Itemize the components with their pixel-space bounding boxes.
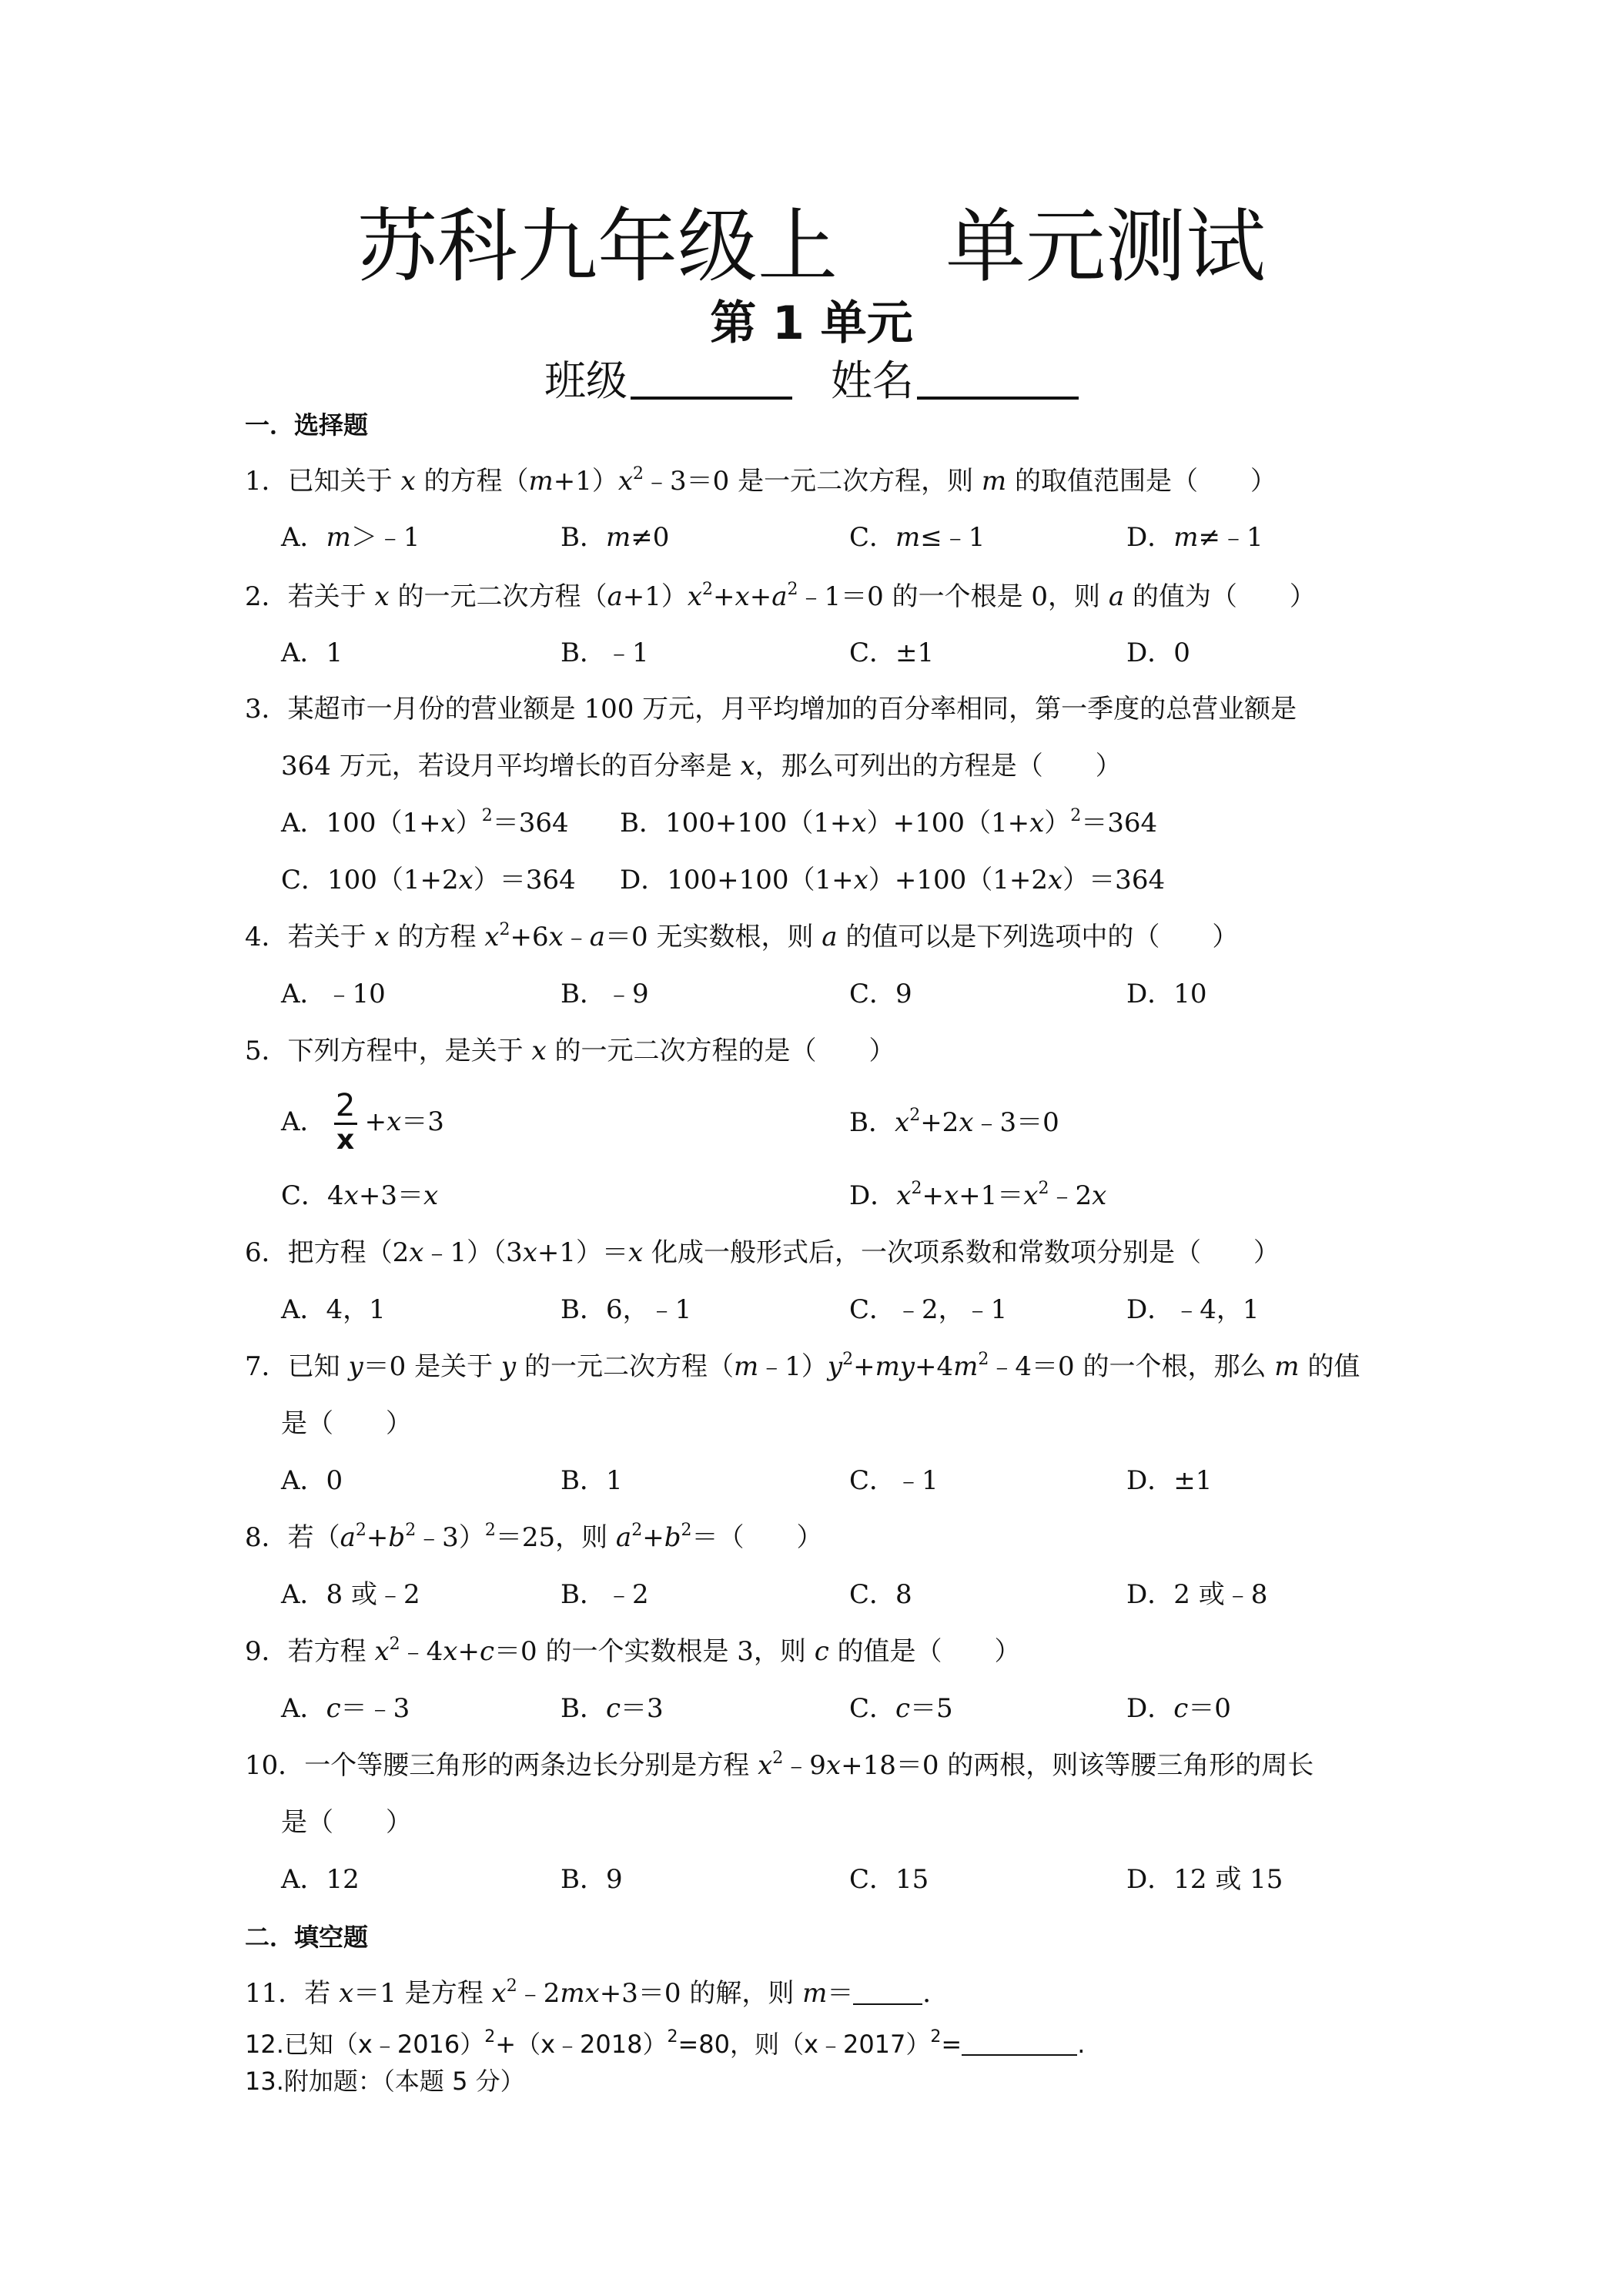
q1-option-b: B．m≠0 — [561, 522, 670, 553]
q10-option-b: B．9 — [561, 1864, 623, 1895]
title-right: 单元测试 — [945, 199, 1267, 293]
question-12: 12.已知（x﹣2016）$^2$+（x﹣2018）$^2$=80，则（x﹣2017）$^2$= . — [245, 2027, 1086, 2059]
q3-option-b: B．$100+100(1+x)+100(1+x)^2=364$ — [620, 806, 1158, 838]
question-2: 2．若关于 x 的一元二次方程$(a+1)x^2+x+a^2﹣1=0$ 的一个根是 0，则 a 的值为（ ） — [245, 580, 1316, 612]
q12-answer-blank[interactable] — [962, 2028, 1077, 2056]
q6-option-b: B．6，﹣1 — [561, 1294, 692, 1325]
unit-subtitle: 第 1 单元 — [710, 296, 913, 350]
q2-option-c: C．±1 — [849, 638, 935, 668]
question-10-line-2: 是（ ） — [281, 1807, 412, 1838]
q6-option-d: D．﹣4，1 — [1126, 1294, 1260, 1325]
question-5: 5．下列方程中，是关于 x 的一元二次方程的是（ ） — [245, 1036, 895, 1066]
q2-option-b: B．﹣1 — [561, 638, 649, 668]
q9-option-d: D．c＝0 — [1126, 1693, 1231, 1724]
question-6: 6．把方程（2x﹣1）（3x+1）＝x 化成一般形式后，一次项系数和常数项分别是（ ） — [245, 1237, 1280, 1268]
question-11: 11．若 x＝1 是方程 $x^2﹣2mx+3=0$ 的解，则 m＝ ． — [245, 1976, 949, 2009]
q5-option-a: A． $\frac{2}{x}$ + x ＝3 — [281, 1087, 444, 1156]
question-3: 3．某超市一月份的营业额是 100 万元，月平均增加的百分率相同，第一季度的总营业额是 — [245, 694, 1297, 725]
name-label: 姓名 — [831, 356, 914, 405]
question-9: 9．若方程 $x^2﹣4x+c=0$ 的一个实数根是 3，则 c 的值是（ ） — [245, 1635, 1021, 1667]
q10-option-a: A．12 — [281, 1864, 360, 1895]
q7-option-c: C．﹣1 — [849, 1465, 939, 1496]
q2-option-d: D．0 — [1126, 638, 1190, 668]
question-3-line-2: 364 万元，若设月平均增长的百分率是 x，那么可列出的方程是（ ） — [281, 751, 1122, 782]
title-left: 苏科九年级上 — [356, 199, 838, 293]
q4-option-a: A．﹣10 — [281, 979, 386, 1009]
q4-option-b: B．﹣9 — [561, 979, 649, 1009]
q9-option-c: C．c＝5 — [849, 1693, 953, 1724]
q8-option-d: D．2 或﹣8 — [1126, 1579, 1268, 1610]
q9-option-a: A．c＝﹣3 — [281, 1693, 410, 1724]
question-13: 13.附加题：（本题 5 分） — [245, 2067, 525, 2096]
q8-option-c: C．8 — [849, 1579, 912, 1610]
q5-option-d: D．$x^2+x+1=x^2﹣2x$ — [849, 1179, 1107, 1211]
q11-answer-blank[interactable] — [853, 1977, 922, 2005]
question-10: 10．一个等腰三角形的两条边长分别是方程 $x^2﹣9x+18=0$ 的两根，则该等腰三角形的周长 — [245, 1749, 1314, 1781]
q10-option-c: C．15 — [849, 1864, 929, 1895]
name-blank[interactable] — [917, 353, 1079, 400]
q7-option-d: D．±1 — [1126, 1465, 1213, 1496]
class-label: 班级 — [544, 356, 627, 405]
question-7-line-2: 是（ ） — [281, 1408, 412, 1439]
q3-option-d: D．100+100（1+x）+100（1+2x）＝364 — [620, 865, 1166, 895]
q1-option-a: A．m＞﹣1 — [281, 522, 420, 553]
q1-option-c: C．m≤﹣1 — [849, 522, 986, 553]
question-1: 1．已知关于 x 的方程$(m+1)x^2﹣3=0$ 是一元二次方程，则 m 的取值范围是（ ） — [245, 464, 1277, 497]
q9-option-b: B．c＝3 — [561, 1693, 664, 1724]
q3-option-c: C．100（1+2x）＝364 — [281, 865, 576, 895]
fraction-2-over-x: $\frac{2}{x}$ — [334, 1089, 357, 1156]
question-7: 7．已知 y＝0 是关于 y 的一元二次方程$(m﹣1)y^2+my+4m^2﹣4=0$ 的一个根，那么 m 的值 — [245, 1350, 1360, 1382]
q8-option-a: A．8 或﹣2 — [281, 1579, 420, 1610]
class-blank[interactable] — [631, 353, 792, 400]
page-title — [0, 196, 1623, 296]
question-4: 4．若关于 x 的方程 $x^2+6x﹣a=0$ 无实数根，则 a 的值可以是下列选项中的（ ） — [245, 920, 1239, 952]
q5-option-c: C．4x+3＝x — [281, 1180, 439, 1211]
q7-option-b: B．1 — [561, 1465, 623, 1496]
q2-option-a: A．1 — [281, 638, 343, 668]
q4-option-c: C．9 — [849, 979, 912, 1009]
q4-option-d: D．10 — [1126, 979, 1207, 1009]
question-8: 8．若$(a^2+b^2﹣3)^2=25$，则 $a^2+b^2=$（ ） — [245, 1521, 823, 1553]
q8-option-b: B．﹣2 — [561, 1579, 649, 1610]
q3-option-a: A．$100(1+x)^2=364$ — [281, 806, 569, 838]
q6-option-a: A．4，1 — [281, 1294, 386, 1325]
section-choice-heading: 一．选择题 — [245, 410, 369, 440]
section-fill-heading: 二．填空题 — [245, 1923, 369, 1952]
q6-option-c: C．﹣2，﹣1 — [849, 1294, 1008, 1325]
q5-option-b: B．$x^2+2x﹣3=0$ — [849, 1106, 1059, 1138]
q10-option-d: D．12 或 15 — [1126, 1864, 1283, 1895]
student-info-line — [0, 350, 1623, 412]
q7-option-a: A．0 — [281, 1465, 343, 1496]
q1-option-d: D．m≠﹣1 — [1126, 522, 1263, 553]
